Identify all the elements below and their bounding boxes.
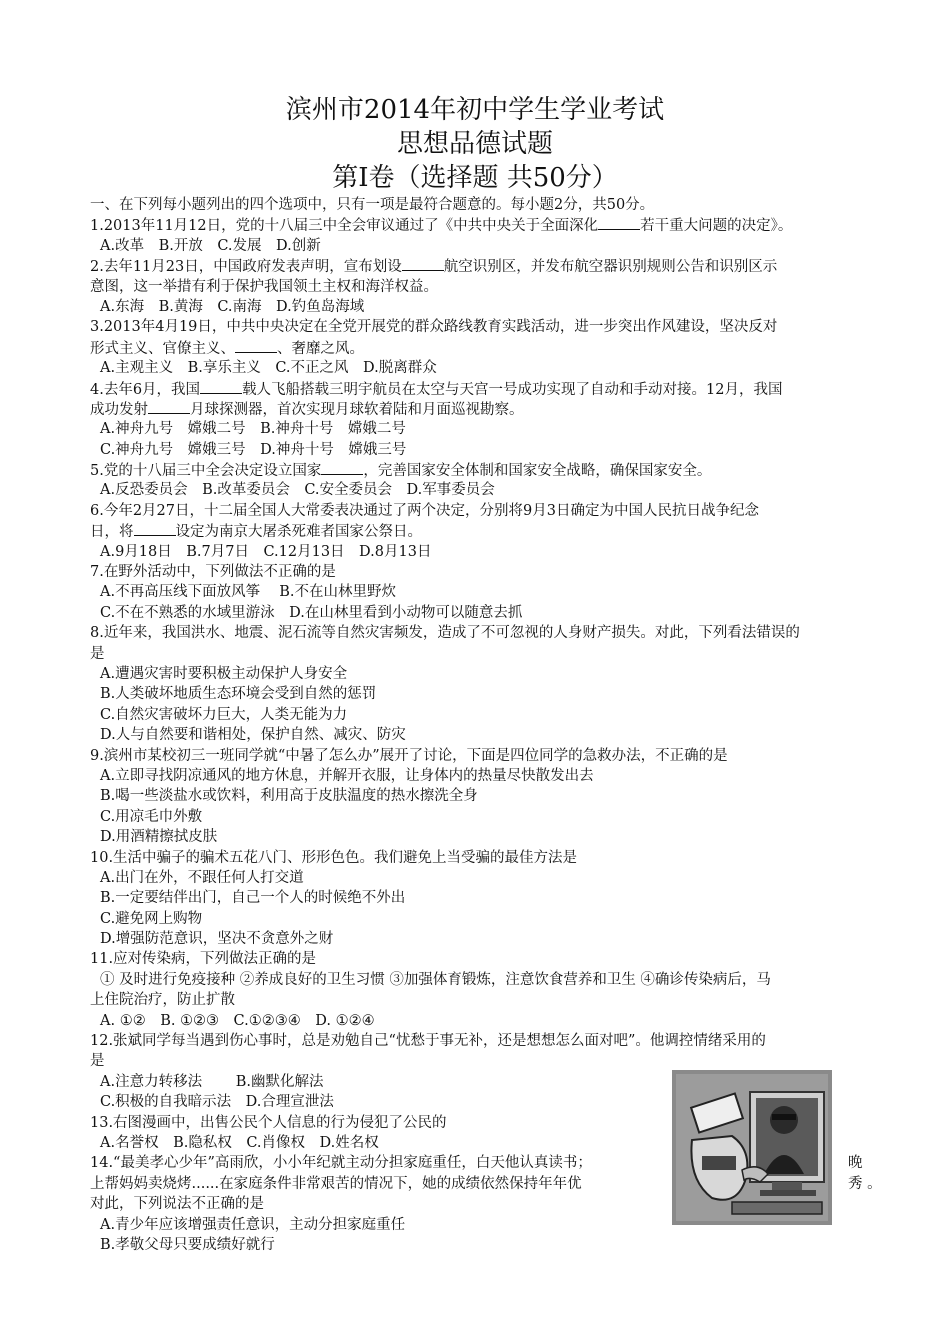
q3-stem: 3.2013年4月19日，中共中央决定在全党开展党的群众路线教育实践活动，进一步突出作风建设，坚决反对 [90,319,778,336]
q7-options-2: C.不在不熟悉的水域里游泳 D.在山林里看到小动物可以随意去抓 [100,604,523,621]
q10-option-d: D.增强防范意识，坚决不贪意外之财 [100,931,334,948]
q14-stem-cont: 上帮妈妈卖烧烤......在家庭条件非常艰苦的情况下，她的成绩依然保持年年优 秀 。 [90,1175,882,1192]
q6-stem-cont: 日，将 设定为南京大屠杀死难者国家公祭日。 [90,521,880,541]
q8-option-b: B.人类破坏地质生态环境会受到自然的惩罚 [100,686,377,703]
q12-stem: 12.张斌同学每当遇到伤心事时，总是劝勉自己“忧愁于事无补，还是想想怎么面对吧”。他调控情绪采用的 [90,1033,766,1050]
q9-option-d: D.用酒精擦拭皮肤 [100,829,218,846]
subject-title: 思想品德试题 [396,129,553,159]
q9-option-a: A.立即寻找阴凉通风的地方休息，并解开衣服，让身体内的热量尽快散发出去 [100,767,594,784]
q9-option-c: C.用凉毛巾外敷 [100,808,203,825]
q7-options-1: A.不再高压线下面放风筝 B.不在山林里野炊 [100,584,396,601]
q8-option-c: C.自然灾害破坏力巨大，人类无能为力 [100,706,348,723]
q12-stem-cont: 是 [90,1053,105,1070]
q5-stem: 5.党的十八届三中全会决定设立国家 ，完善国家安全体制和国家安全战略，确保国家安全。 [90,460,880,480]
q6-options: A.9月18日 B.7月7日 C.12月13日 D.8月13日 [100,543,432,560]
answer-blank [134,521,176,536]
section-title: 第Ⅰ卷（选择题 共50分） [332,163,618,193]
q11-items: ① 及时进行免疫接种 ②养成良好的卫生习惯 ③加强体育锻炼，注意饮食营养和卫生 ④确诊传染病后，马 [100,971,771,988]
q11-stem: 11.应对传染病，下列做法正确的是 [90,951,317,968]
cartoon-illustration-icon [672,1070,832,1225]
instructions: 一、在下列每小题列出的四个选项中，只有一项是最符合题意的。每小题2分，共50分。 [90,197,655,213]
answer-blank [200,379,242,394]
q10-option-a: A.出门在外，不跟任何人打交道 [100,869,304,886]
q13-stem: 13.右图漫画中，出售公民个人信息的行为侵犯了公民的 [90,1114,447,1131]
q10-option-c: C.避免网上购物 [100,910,203,927]
q4-stem-cont: 成功发射 月球探测器，首次实现月球软着陆和月面巡视勘察。 [90,399,880,419]
q5-options: A.反恐委员会 B.改革委员会 C.安全委员会 D.军事委员会 [100,482,495,499]
answer-blank [235,338,277,353]
q9-stem: 9.滨州市某校初三一班同学就“中暑了怎么办”展开了讨论，下面是四位同学的急救办法，不正确的是 [90,747,728,764]
answer-blank [148,399,190,414]
q8-stem: 8.近年来，我国洪水、地震、泥石流等自然灾害频发，造成了不可忽视的人身财产损失。对此，下列看法错误的 [90,625,800,642]
q2-stem-cont: 意图，这一举措有利于保护我国领土主权和海洋权益。 [90,278,438,295]
q1-options: A.改革 B.开放 C.发展 D.创新 [100,237,321,254]
answer-blank [598,215,640,230]
q9-option-b: B.喝一些淡盐水或饮料，利用高于皮肤温度的热水擦洗全身 [100,788,478,805]
q10-stem: 10.生活中骗子的骗术五花八门、形形色色。我们避免上当受骗的最佳方法是 [90,849,578,866]
q11-options: A. ①② B. ①②③ C.①②③④ D. ①②④ [100,1012,375,1029]
exam-title: 滨州市2014年初中学生学业考试 [285,95,665,125]
answer-blank [402,256,444,271]
q14-stem: 14.“最美孝心少年”高雨欣，小小年纪就主动分担家庭重任，白天他认真读书； 晚 [90,1155,863,1172]
q7-stem: 7.在野外活动中，下列做法不正确的是 [90,564,336,581]
q8-stem-cont: 是 [90,645,105,662]
q6-stem: 6.今年2月27日，十二届全国人大常委表决通过了两个决定，分别将9月3日确定为中国人民抗日战争纪念 [90,502,759,519]
q8-option-a: A.遭遇灾害时要积极主动保护人身安全 [100,665,348,682]
q3-options: A.主观主义 B.享乐主义 C.不正之风 D.脱离群众 [100,360,437,377]
q4-options-1: A.神舟九号 嫦娥二号 B.神舟十号 嫦娥二号 [100,421,406,438]
q3-stem-cont: 形式主义、官僚主义、 、奢靡之风。 [90,338,880,358]
q8-option-d: D.人与自然要和谐相处，保护自然、减灾、防灾 [100,727,406,744]
q4-stem: 4.去年6月，我国 载人飞船搭载三明宇航员在太空与天宫一号成功实现了自动和手动对接。12月，我国 [90,379,880,399]
q4-options-2: C.神舟九号 嫦娥三号 D.神舟十号 嫦娥三号 [100,441,407,458]
q12-options-2: C.积极的自我暗示法 D.合理宣泄法 [100,1094,334,1111]
q10-option-b: B.一定要结伴出门，自己一个人的时候绝不外出 [100,890,406,907]
answer-blank [321,460,363,475]
q14-stem-end: 对此，下列说法不正确的是 [90,1196,264,1213]
q11-items-cont: 上住院治疗，防止扩散 [90,992,235,1009]
q1-stem: 1.2013年11月12日，党的十八届三中全会审议通过了《中共中央关于全面深化 若干重大问题的决定》。 [90,215,880,235]
q14-option-a: A.青少年应该增强责任意识，主动分担家庭重任 [100,1216,406,1233]
q2-options: A.东海 B.黄海 C.南海 D.钓鱼岛海域 [100,298,365,315]
q2-stem: 2.去年11月23日，中国政府发表声明，宣布划设 航空识别区，并发布航空器识别规则公告和识别区示 [90,256,880,276]
q14-option-b: B.孝敬父母只要成绩好就行 [100,1236,275,1253]
q12-options-1: A.注意力转移法 B.幽默化解法 [100,1073,324,1090]
q13-options: A.名誉权 B.隐私权 C.肖像权 D.姓名权 [100,1134,379,1151]
